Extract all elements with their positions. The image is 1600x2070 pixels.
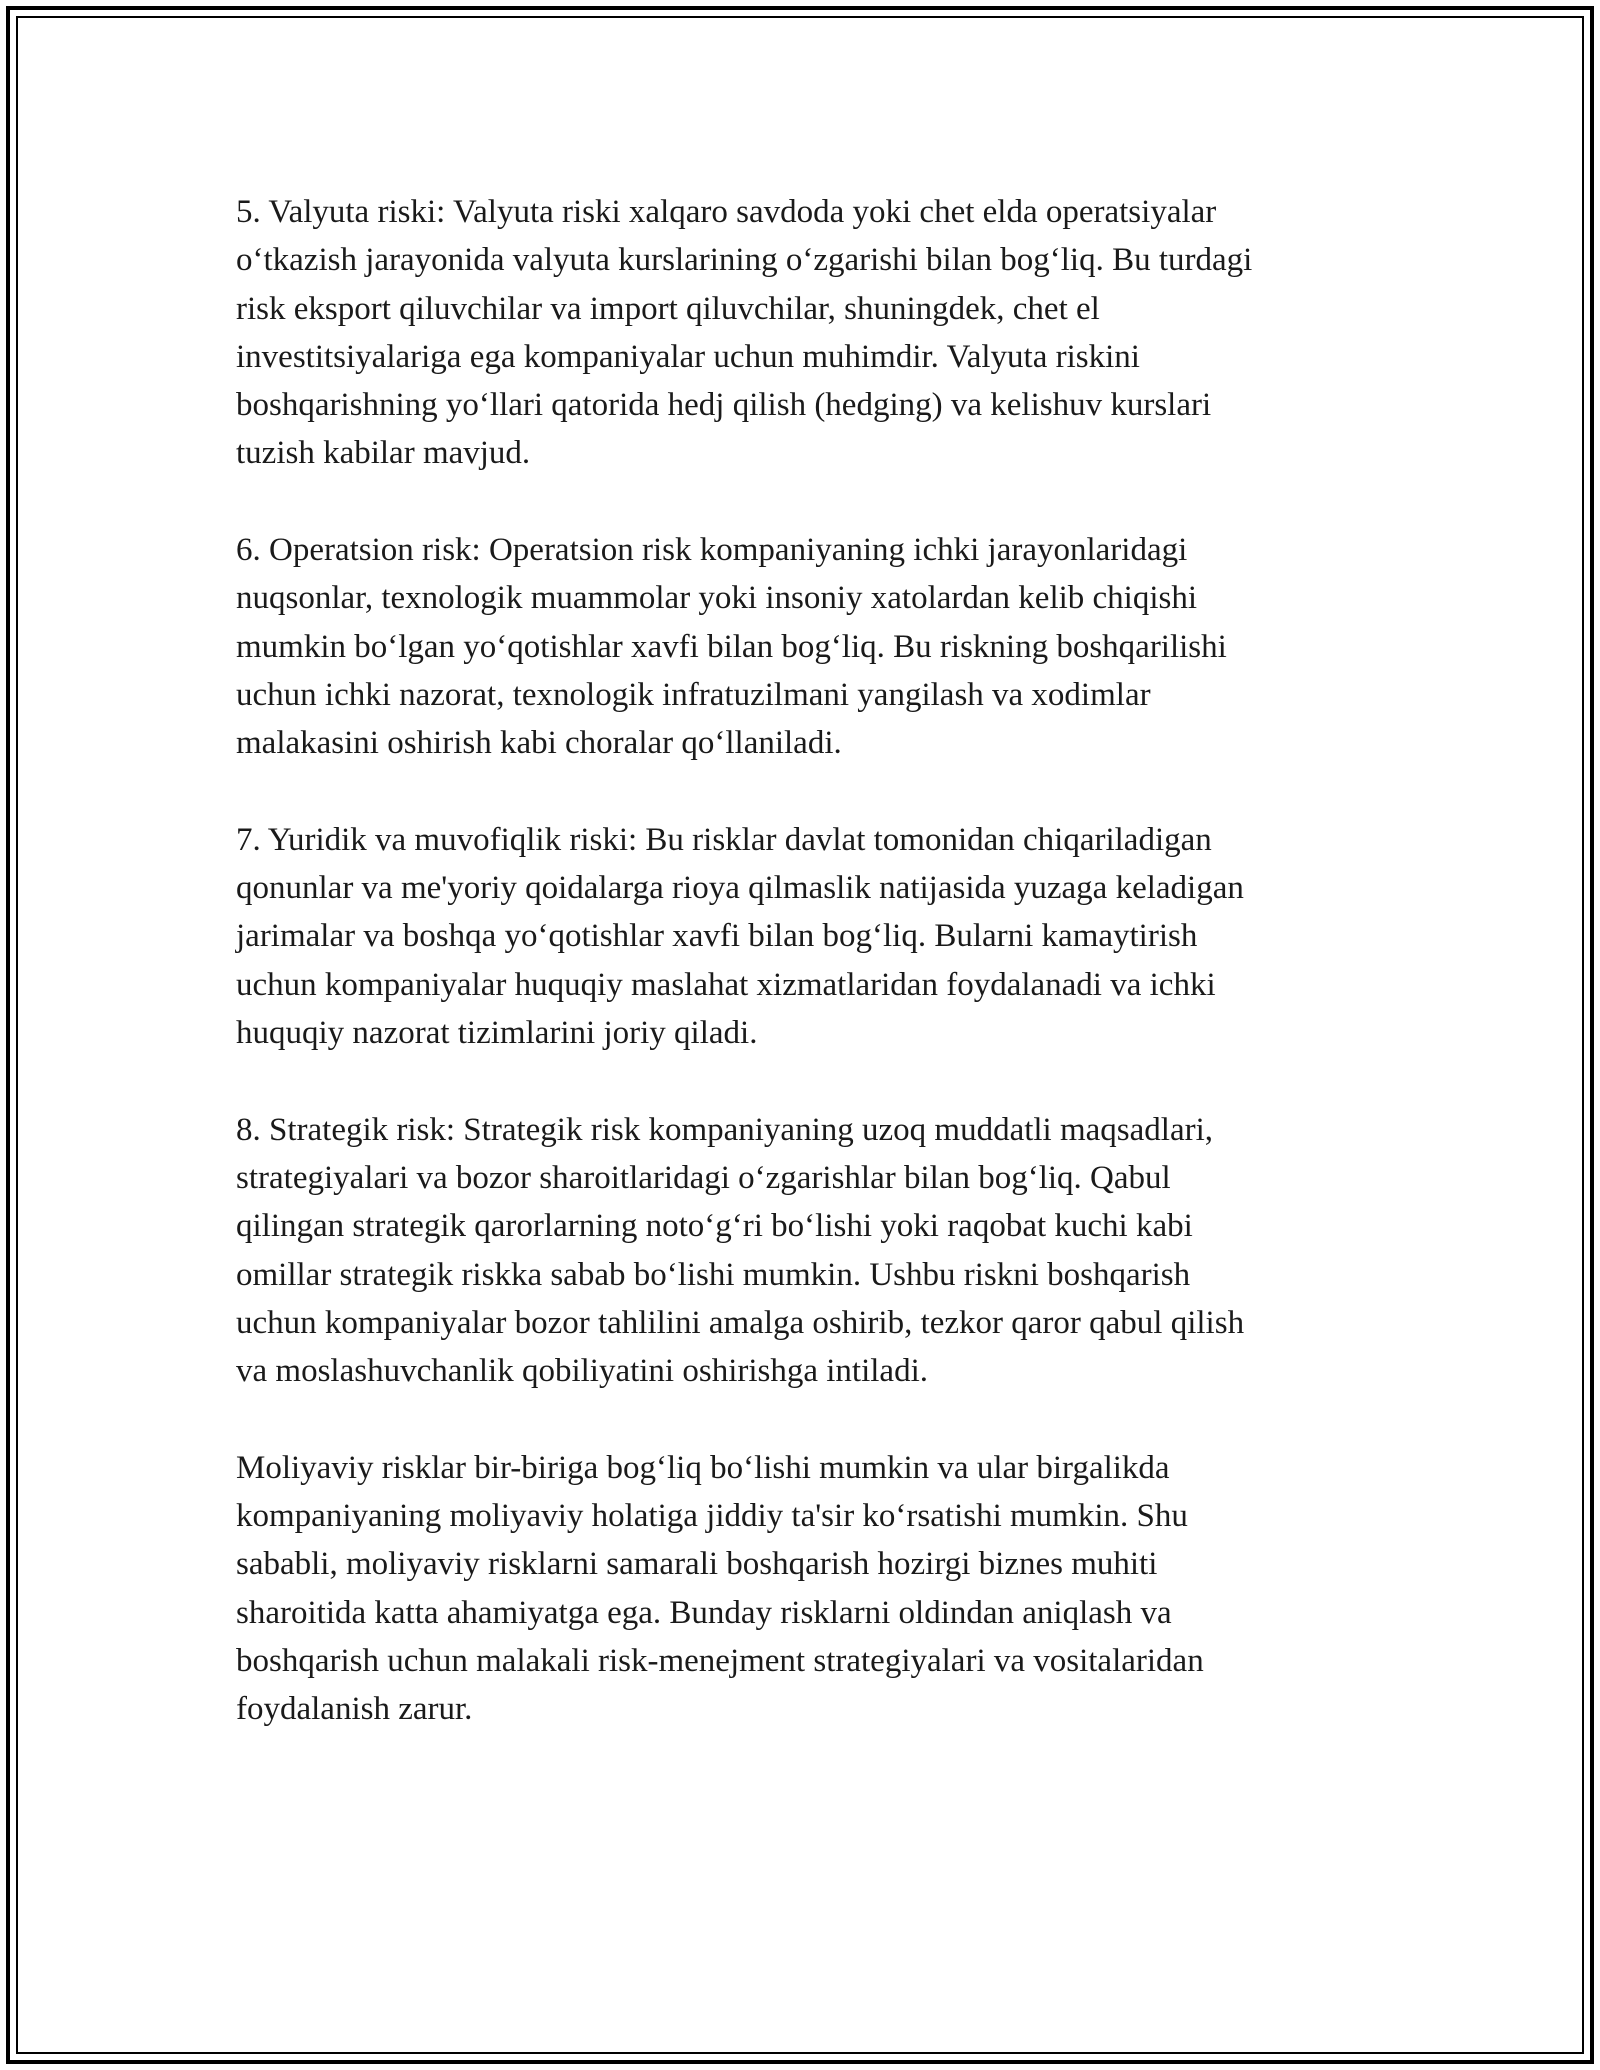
paragraph-valyuta-riski: 5. Valyuta riski: Valyuta riski xalqaro savdoda yoki chet elda operatsiyalar o‘tkazish jarayonida valyuta kurslarining o‘zgarishi bilan bog‘liq. Bu turdagi risk eksport qiluvchilar va import qiluvchilar, shuningdek, chet el investitsiyalariga ega kompaniyalar uchun muhimdir. Valyuta riskini boshqarishning yo‘llari qatorida hedj qilish (hedging) va kelishuv kurslari tuzish kabilar mavjud. [236,194,1253,472]
paragraph-yuridik-riski: 7. Yuridik va muvofiqlik riski: Bu risklar davlat tomonidan chiqariladigan qonunlar va me'yoriy qoidalarga rioya qilmaslik natijasida yuzaga keladigan jarimalar va boshqa yo‘qotishlar xavfi bilan bog‘liq. Bularni kamaytirish uchun kompaniyalar huquqiy maslahat xizmatlaridan foydalanadi va ichki huquqiy nazorat tizimlarini joriy qiladi. [236,821,1244,1052]
paragraph-conclusion: Moliyaviy risklar bir-biriga bog‘liq bo‘lishi mumkin va ular birgalikda kompaniyaning moliyaviy holatiga jiddiy ta'sir ko‘rsatishi mumkin. Shu sababli, moliyaviy risklarni samarali boshqarish hozirgi biznes muhiti sharoitida katta ahamiyatga ega. Bunday risklarni oldindan aniqlash va boshqarish uchun malakali risk-menejment strategiyalari va vositalaridan foydalanish zarur. [236,1449,1204,1728]
paragraph-strategik-risk: 8. Strategik risk: Strategik risk kompaniyaning uzoq muddatli maqsadlari, strategiyalari va bozor sharoitlaridagi o‘zgarishlar bilan bog‘liq. Qabul qilingan strategik qarorlarning noto‘g‘ri bo‘lishi yoki raqobat kuchi kabi omillar strategik riskka sabab bo‘lishi mumkin. Ushbu riskni boshqarish uchun kompaniyalar bozor tahlilini amalga oshirib, tezkor qaror qabul qilish va moslashuvchanlik qobiliyatini oshirishga intiladi. [236,1111,1245,1390]
document-body [236,188,1386,1782]
paragraph-operatsion-risk: 6. Operatsion risk: Operatsion risk kompaniyaning ichki jarayonlaridagi nuqsonlar, texnologik muammolar yoki insoniy xatolardan kelib chiqishi mumkin bo‘lgan yo‘qotishlar xavfi bilan bog‘liq. Bu riskning boshqarilishi uchun ichki nazorat, texnologik infratuzilmani yangilash va xodimlar malakasini oshirish kabi choralar qo‘llaniladi. [236,532,1227,762]
